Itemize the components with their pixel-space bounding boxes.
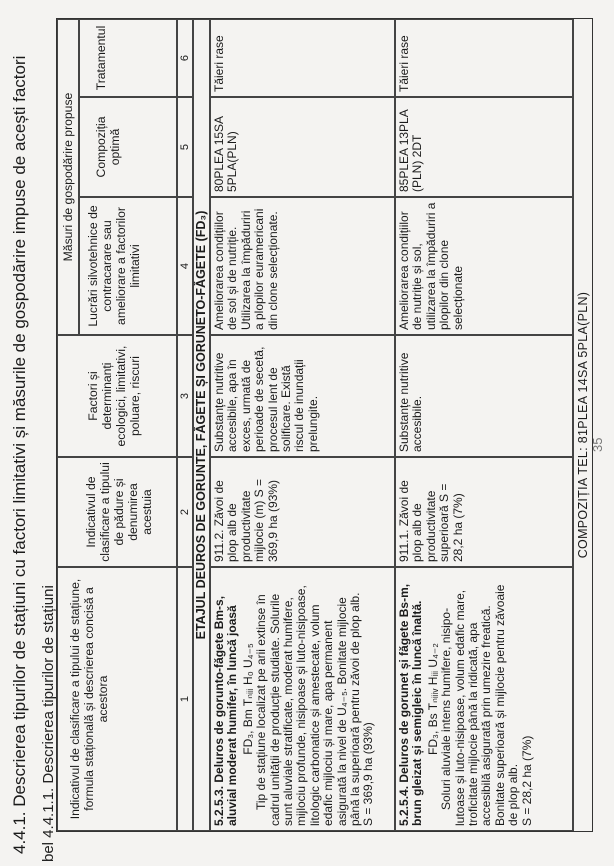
row2-col3: Substanțe nutritive accesibile. [395,335,573,457]
row2-col2: 911.1. Zăvoi de plop alb de productivitate superioară S = 28,2 ha (7%) [395,457,573,567]
header-measures-group: Măsuri de gospodărire propuse [57,19,79,335]
station-types-table [56,18,593,832]
document-title: 4.4.1. Descrierea tipurilor de stațiuni cu factori limitativi și măsurile de gospodărire impuse de acești factori [10,55,29,854]
colnum-2: 2 [177,457,193,567]
row1-col1-description: Tip de stațiune localizat pe arii extinse în cadrul unității de producție studiate. Solurile sunt aluviale stratificate, moderat humifere, mijlociu profunde, nisipoase și luto-nisipoase, litologic carbonatice și amestecate, volum edafic mijlociu și mare, apa permanent asigurată la nivel de U₄₋₅. Bonitate mijlocie până la superioară pentru zăvoi de plop alb. [254,585,363,826]
row1-col4: Ameliorarea condițiilor de sol și de nutriție. Utilizarea la împăduriri a plopilor euramericani din clone selecționate. [210,197,395,335]
row1-col1 [210,567,395,831]
colnum-3: 3 [177,335,193,457]
row2-col5: 85PLEA 13PLA (PLN) 2DT [395,97,573,197]
colnum-4: 4 [177,197,193,335]
row1-col6: Tăieri rase [210,19,395,97]
header-col4: Lucrări silvotehnice de contracarare sau ameliorare a factorilor limitativi [79,197,177,335]
row2-col1-formula: FD₃, Bs Tₙᵢᵢᵢᵥ Hᵢᵢᵢ U₄₋₂ [425,643,440,755]
colnum-1: 1 [177,567,193,831]
page-number: 35 [590,437,605,452]
header-col1: Indicativul de clasificare a tipului de stațiune, formula stațională și descrierea concisă a acestora [57,567,177,831]
row2-col1 [395,567,573,831]
row1-col2: 911.2. Zăvoi de plop alb de productivitate mijlocie (m) S = 369,9 ha (93%) [210,457,395,567]
header-col2: Indicativul de clasificare a tipului de pădure și denumirea acestuia [57,457,177,567]
header-col5: Compoziția optimă [79,97,177,197]
row2-col1-area: S = 28,2 ha (7%) [519,735,534,826]
row2-col1-title: 5.2.5.4. Deluros de gorunet și făgete Bs-m, brun gleizat și semigleic în luncă înaltă. [397,583,425,826]
row1-col3: Substanțe nutritive accesibile, apa în exces, urmată de perioade de secetă, procesul lent de solificare. Există riscul de inundații prelungite. [210,335,395,457]
header-col6: Tratamentul [79,19,177,97]
colnum-5: 5 [177,97,193,197]
group-label: ETAJUL DEUROS DE GORUNTE, FĂGETE ȘI GORUNETO-FĂGETE (FD₃) [193,19,210,831]
row1-col1-formula: FD₃, Bm Tₙᵢᵢᵢ H₀ U₄₋₅ [240,643,255,755]
composition-footer: COMPOZIȚIA TEL: 81PLEA 14SA 5PLA(PLN) [573,19,592,831]
table-caption: bel 4.4.1.1. Descrierea tipurilor de stațiuni [40,585,57,862]
colnum-6: 6 [177,19,193,97]
row2-col6: Tăieri rase [395,19,573,97]
row1-col1-title: 5.2.5.3. Deluros de gorunto-făgete Bm-s, aluvial moderat humifer, în luncă joasă [212,595,240,826]
row2-col4: Ameliorarea condițiilor de nutriție și sol, utilizarea la împăduriri a plopilor din clone selecționate [395,197,573,335]
row2-col1-description: Soluri aluviale intens humifere, nisipo-lutoase și luto-nisipoase, volum edafic mare, troficitate mijlocie până la ridicată, apa accesibilă asigurată prin umezire freatică. Bonitate superioară și mijlocie pentru zăvoaie de plop alb. [439,584,521,826]
row1-col5: 80PLEA 15SA 5PLA(PLN) [210,97,395,197]
row1-col1-area: S = 369,9 ha (93%) [361,722,376,826]
header-col3: Factori și determinanți ecologici, limitativi, poluare, riscuri [57,335,177,457]
